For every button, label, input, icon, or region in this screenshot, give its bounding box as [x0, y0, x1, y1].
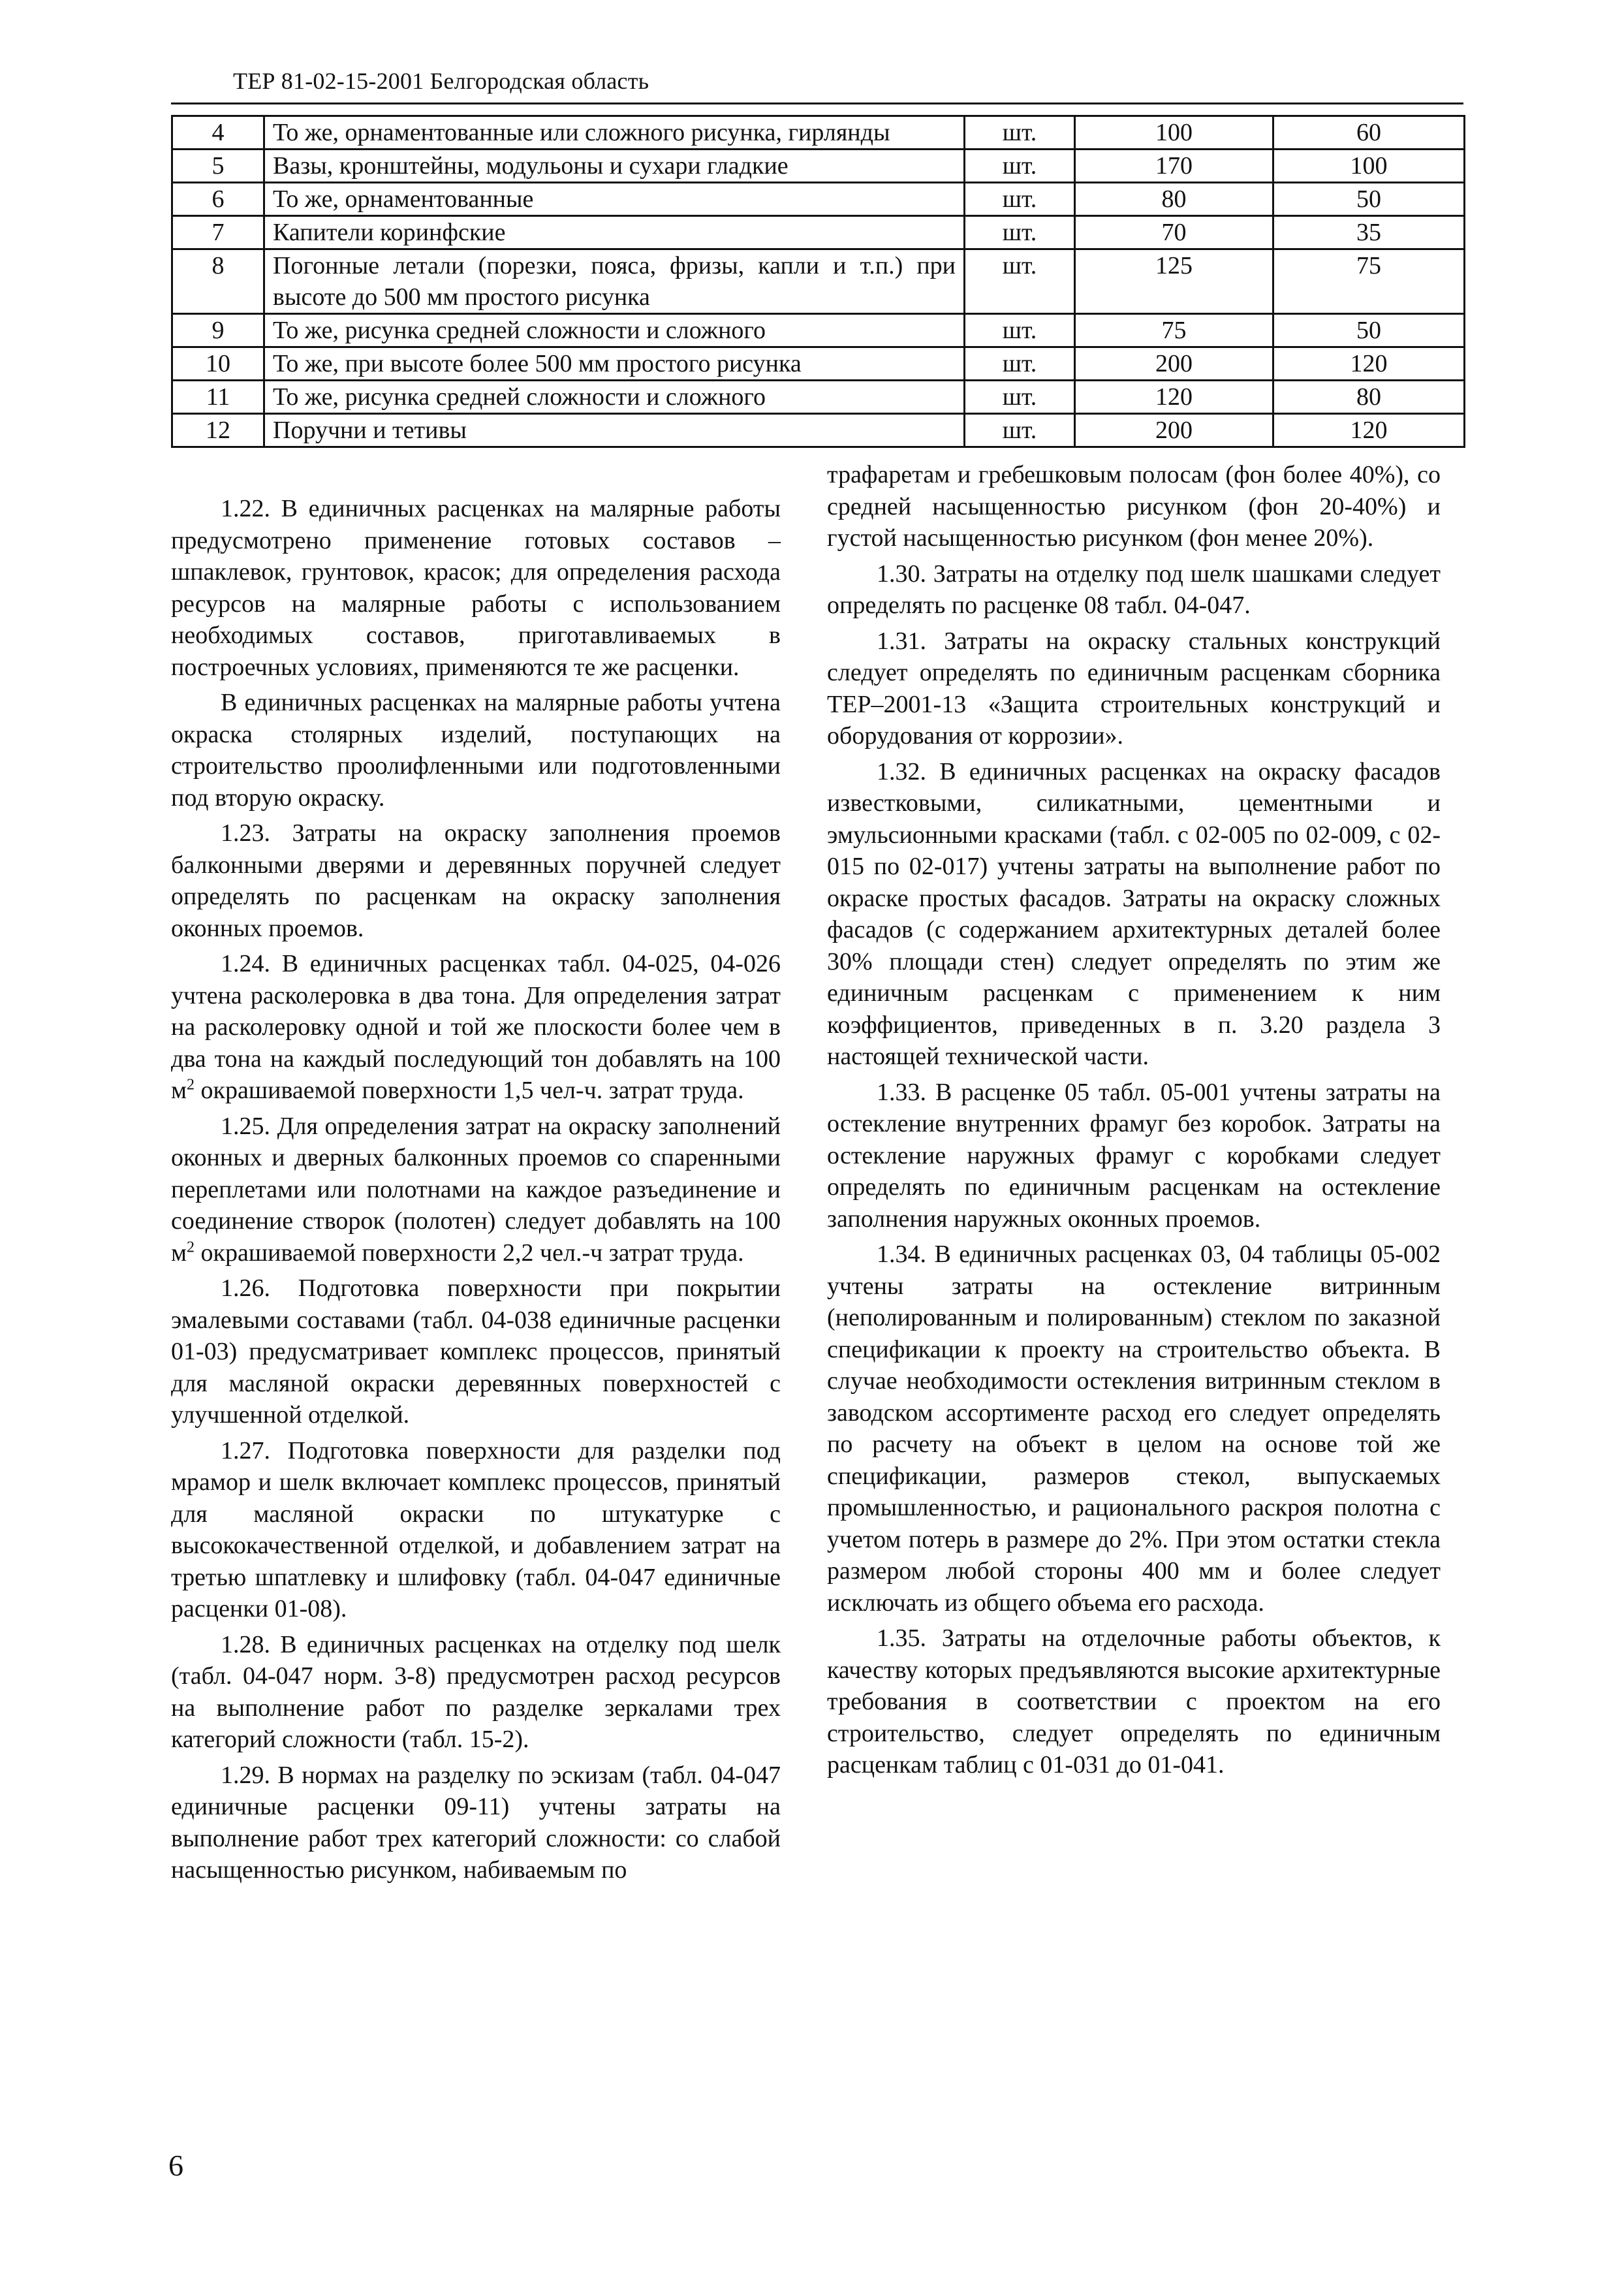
row-number: 8 [172, 249, 264, 314]
row-value-2: 50 [1273, 314, 1465, 347]
row-unit: шт. [965, 347, 1075, 381]
row-description: Погонные летали (порезки, пояса, фризы, капли и т.п.) при высоте до 500 мм простого рисунка [264, 249, 965, 314]
row-value-2: 120 [1273, 347, 1465, 381]
right-column [827, 459, 1441, 1785]
paragraph-1-22: 1.22. В единичных расценках на малярные работы предусмотрено применение готовых составов – шпаклевок, грунтовок, красок; для определения расхода ресурсов на малярные работы с использованием необходимых составов, приготавливаемых в построечных условиях, применяются те же расценки. [171, 495, 781, 681]
row-number: 11 [172, 381, 264, 414]
row-value-1: 100 [1075, 116, 1273, 150]
row-value-2: 120 [1273, 414, 1465, 447]
paragraph-1-25-text: 1.25. Для определения затрат на окраску заполнений оконных и дверных балконных проемов со спаренными переплетами или полотнами на каждое разъединение и соединение створок (полотен) следует добавлять на 100 м [171, 1112, 781, 1267]
row-unit: шт. [965, 249, 1075, 314]
row-unit: шт. [965, 216, 1075, 249]
row-number: 9 [172, 314, 264, 347]
row-description: То же, рисунка средней сложности и сложного [264, 381, 965, 414]
superscript: 2 [187, 1238, 195, 1256]
paragraph-1-28: 1.28. В единичных расценках на отделку под шелк (табл. 04-047 норм. 3-8) предусмотрен расход ресурсов на выполнение работ по разделке зеркалами трех категорий сложности (табл. 15-2). [171, 1630, 781, 1753]
row-unit: шт. [965, 150, 1075, 183]
page-number: 6 [168, 2149, 183, 2182]
row-value-1: 200 [1075, 414, 1273, 447]
paragraph-1-23: 1.23. Затраты на окраску заполнения проемов балконными дверями и деревянных поручней следует определять по расценкам на окраску заполнения оконных проемов. [171, 819, 781, 942]
row-description: То же, орнаментованные [264, 183, 965, 216]
row-description: То же, орнаментованные или сложного рисунка, гирлянды [264, 116, 965, 150]
row-description: Поручни и тетивы [264, 414, 965, 447]
row-value-1: 75 [1075, 314, 1273, 347]
paragraph-1-34: 1.34. В единичных расценках 03, 04 таблицы 05-002 учтены затраты на остекление витринным (неполированным и полированным) стеклом по заказной спецификации к проекту на строительство объекта. В случае необходимости остекления витринным стеклом в заводском ассортименте расход его следует определять по расчету на объект в целом на основе той же спецификации, размеров стекол, выпускаемых промышленностью, и рационального раскроя полотна с учетом потерь в размере до 2%. При этом остатки стекла размером любой стороны 400 мм и более следует исключать из общего объема его расхода. [827, 1241, 1441, 1617]
row-description: Капители коринфские [264, 216, 965, 249]
row-value-2: 75 [1273, 249, 1465, 314]
paragraph-1-24 [171, 948, 781, 1107]
row-description: То же, рисунка средней сложности и сложного [264, 314, 965, 347]
row-value-2: 50 [1273, 183, 1465, 216]
row-value-1: 80 [1075, 183, 1273, 216]
table-row [172, 183, 1465, 216]
rates-table [171, 115, 1465, 448]
row-number: 4 [172, 116, 264, 150]
left-column [171, 493, 781, 1890]
rates-table-body [172, 116, 1465, 447]
paragraph-1-29: 1.29. В нормах на разделку по эскизам (табл. 04-047 единичные расценки 09-11) учтены затраты на выполнение работ трех категорий сложности: со слабой насыщенностью рисунком, набиваемым по [171, 1761, 781, 1884]
row-value-1: 70 [1075, 216, 1273, 249]
row-value-2: 60 [1273, 116, 1465, 150]
row-description: То же, при высоте более 500 мм простого рисунка [264, 347, 965, 381]
paragraph-1-25-text-end: окрашиваемой поверхности 2,2 чел.-ч затрат труда. [195, 1239, 744, 1267]
superscript: 2 [187, 1076, 195, 1094]
table-row [172, 249, 1465, 314]
row-unit: шт. [965, 183, 1075, 216]
paragraph-1-26: 1.26. Подготовка поверхности при покрытии эмалевыми составами (табл. 04-038 единичные расценки 01-03) предусматривает комплекс процессов, принятый для масляной окраски деревянных поверхностей с улучшенной отделкой. [171, 1274, 781, 1429]
paragraph-1-31: 1.31. Затраты на окраску стальных конструкций следует определять по единичным расценкам сборника ТЕР–2001-13 «Защита строительных конструкций и оборудования от коррозии». [827, 627, 1441, 750]
row-description: Вазы, кронштейны, модульоны и сухари гладкие [264, 150, 965, 183]
row-number: 5 [172, 150, 264, 183]
row-unit: шт. [965, 116, 1075, 150]
table-row [172, 216, 1465, 249]
row-value-2: 80 [1273, 381, 1465, 414]
row-value-2: 35 [1273, 216, 1465, 249]
header-rule [171, 103, 1463, 104]
paragraph-1-25 [171, 1111, 781, 1269]
row-value-1: 200 [1075, 347, 1273, 381]
row-number: 7 [172, 216, 264, 249]
paragraph-1-29-continued: трафаретам и гребешковым полосам (фон более 40%), со средней насыщенностью рисунком (фон 20-40%) и густой насыщенностью рисунком (фон менее 20%). [827, 461, 1441, 552]
table-row [172, 314, 1465, 347]
row-unit: шт. [965, 414, 1075, 447]
row-value-1: 125 [1075, 249, 1273, 314]
row-unit: шт. [965, 381, 1075, 414]
table-row [172, 414, 1465, 447]
paragraph-1-22-b: В единичных расценках на малярные работы учтена окраска столярных изделий, поступающих на строительство проолифленными или подготовленными под вторую окраску. [171, 689, 781, 812]
paragraph-1-35: 1.35. Затраты на отделочные работы объектов, к качеству которых предъявляются высокие архитектурные требования в соответствии с проектом на его строительство, следует определять по единичным расценкам таблиц с 01-031 до 01-041. [827, 1624, 1441, 1779]
table-row [172, 150, 1465, 183]
row-value-1: 120 [1075, 381, 1273, 414]
table-row [172, 116, 1465, 150]
paragraph-1-27: 1.27. Подготовка поверхности для разделки под мрамор и шелк включает комплекс процессов, принятый для масляной окраски по штукатурке с высококачественной отделкой, и добавлением затрат на третью шпатлевку и шлифовку (табл. 04-047 единичные расценки 01-08). [171, 1436, 781, 1622]
table-row [172, 381, 1465, 414]
row-number: 12 [172, 414, 264, 447]
row-unit: шт. [965, 314, 1075, 347]
table-row [172, 347, 1465, 381]
paragraph-1-30: 1.30. Затраты на отделку под шелк шашками следует определять по расценке 08 табл. 04-047. [827, 560, 1441, 619]
paragraph-1-24-text-end: окрашиваемой поверхности 1,5 чел-ч. затрат труда. [195, 1077, 744, 1104]
row-number: 10 [172, 347, 264, 381]
page-header: ТЕР 81-02-15-2001 Белгородская область [233, 68, 649, 94]
paragraph-1-24-text: 1.24. В единичных расценках табл. 04-025, 04-026 учтена расколеровка в два тона. Для определения затрат на расколеровку одной и той же плоскости более чем в два тона на каждый последующий тон добавлять на 100 м [171, 950, 781, 1104]
paragraph-1-33: 1.33. В расценке 05 табл. 05-001 учтены затраты на остекление внутренних фрамуг без коробок. Затраты на остекление наружных фрамуг с коробками следует определять по единичным расценкам на остекление заполнения наружных оконных проемов. [827, 1078, 1441, 1233]
row-number: 6 [172, 183, 264, 216]
row-value-2: 100 [1273, 150, 1465, 183]
paragraph-1-32: 1.32. В единичных расценках на окраску фасадов известковыми, силикатными, цементными и эмульсионными красками (табл. с 02-005 по 02-009, с 02-015 по 02-017) учтены затраты на выполнение работ по окраске простых фасадов. Затраты на окраску сложных фасадов (с содержанием архитектурных деталей более 30% площади стен) следует определять по этим же единичным расценкам с применением к ним коэффициентов, приведенных в п. 3.20 раздела 3 настоящей технической части. [827, 757, 1441, 1070]
row-value-1: 170 [1075, 150, 1273, 183]
